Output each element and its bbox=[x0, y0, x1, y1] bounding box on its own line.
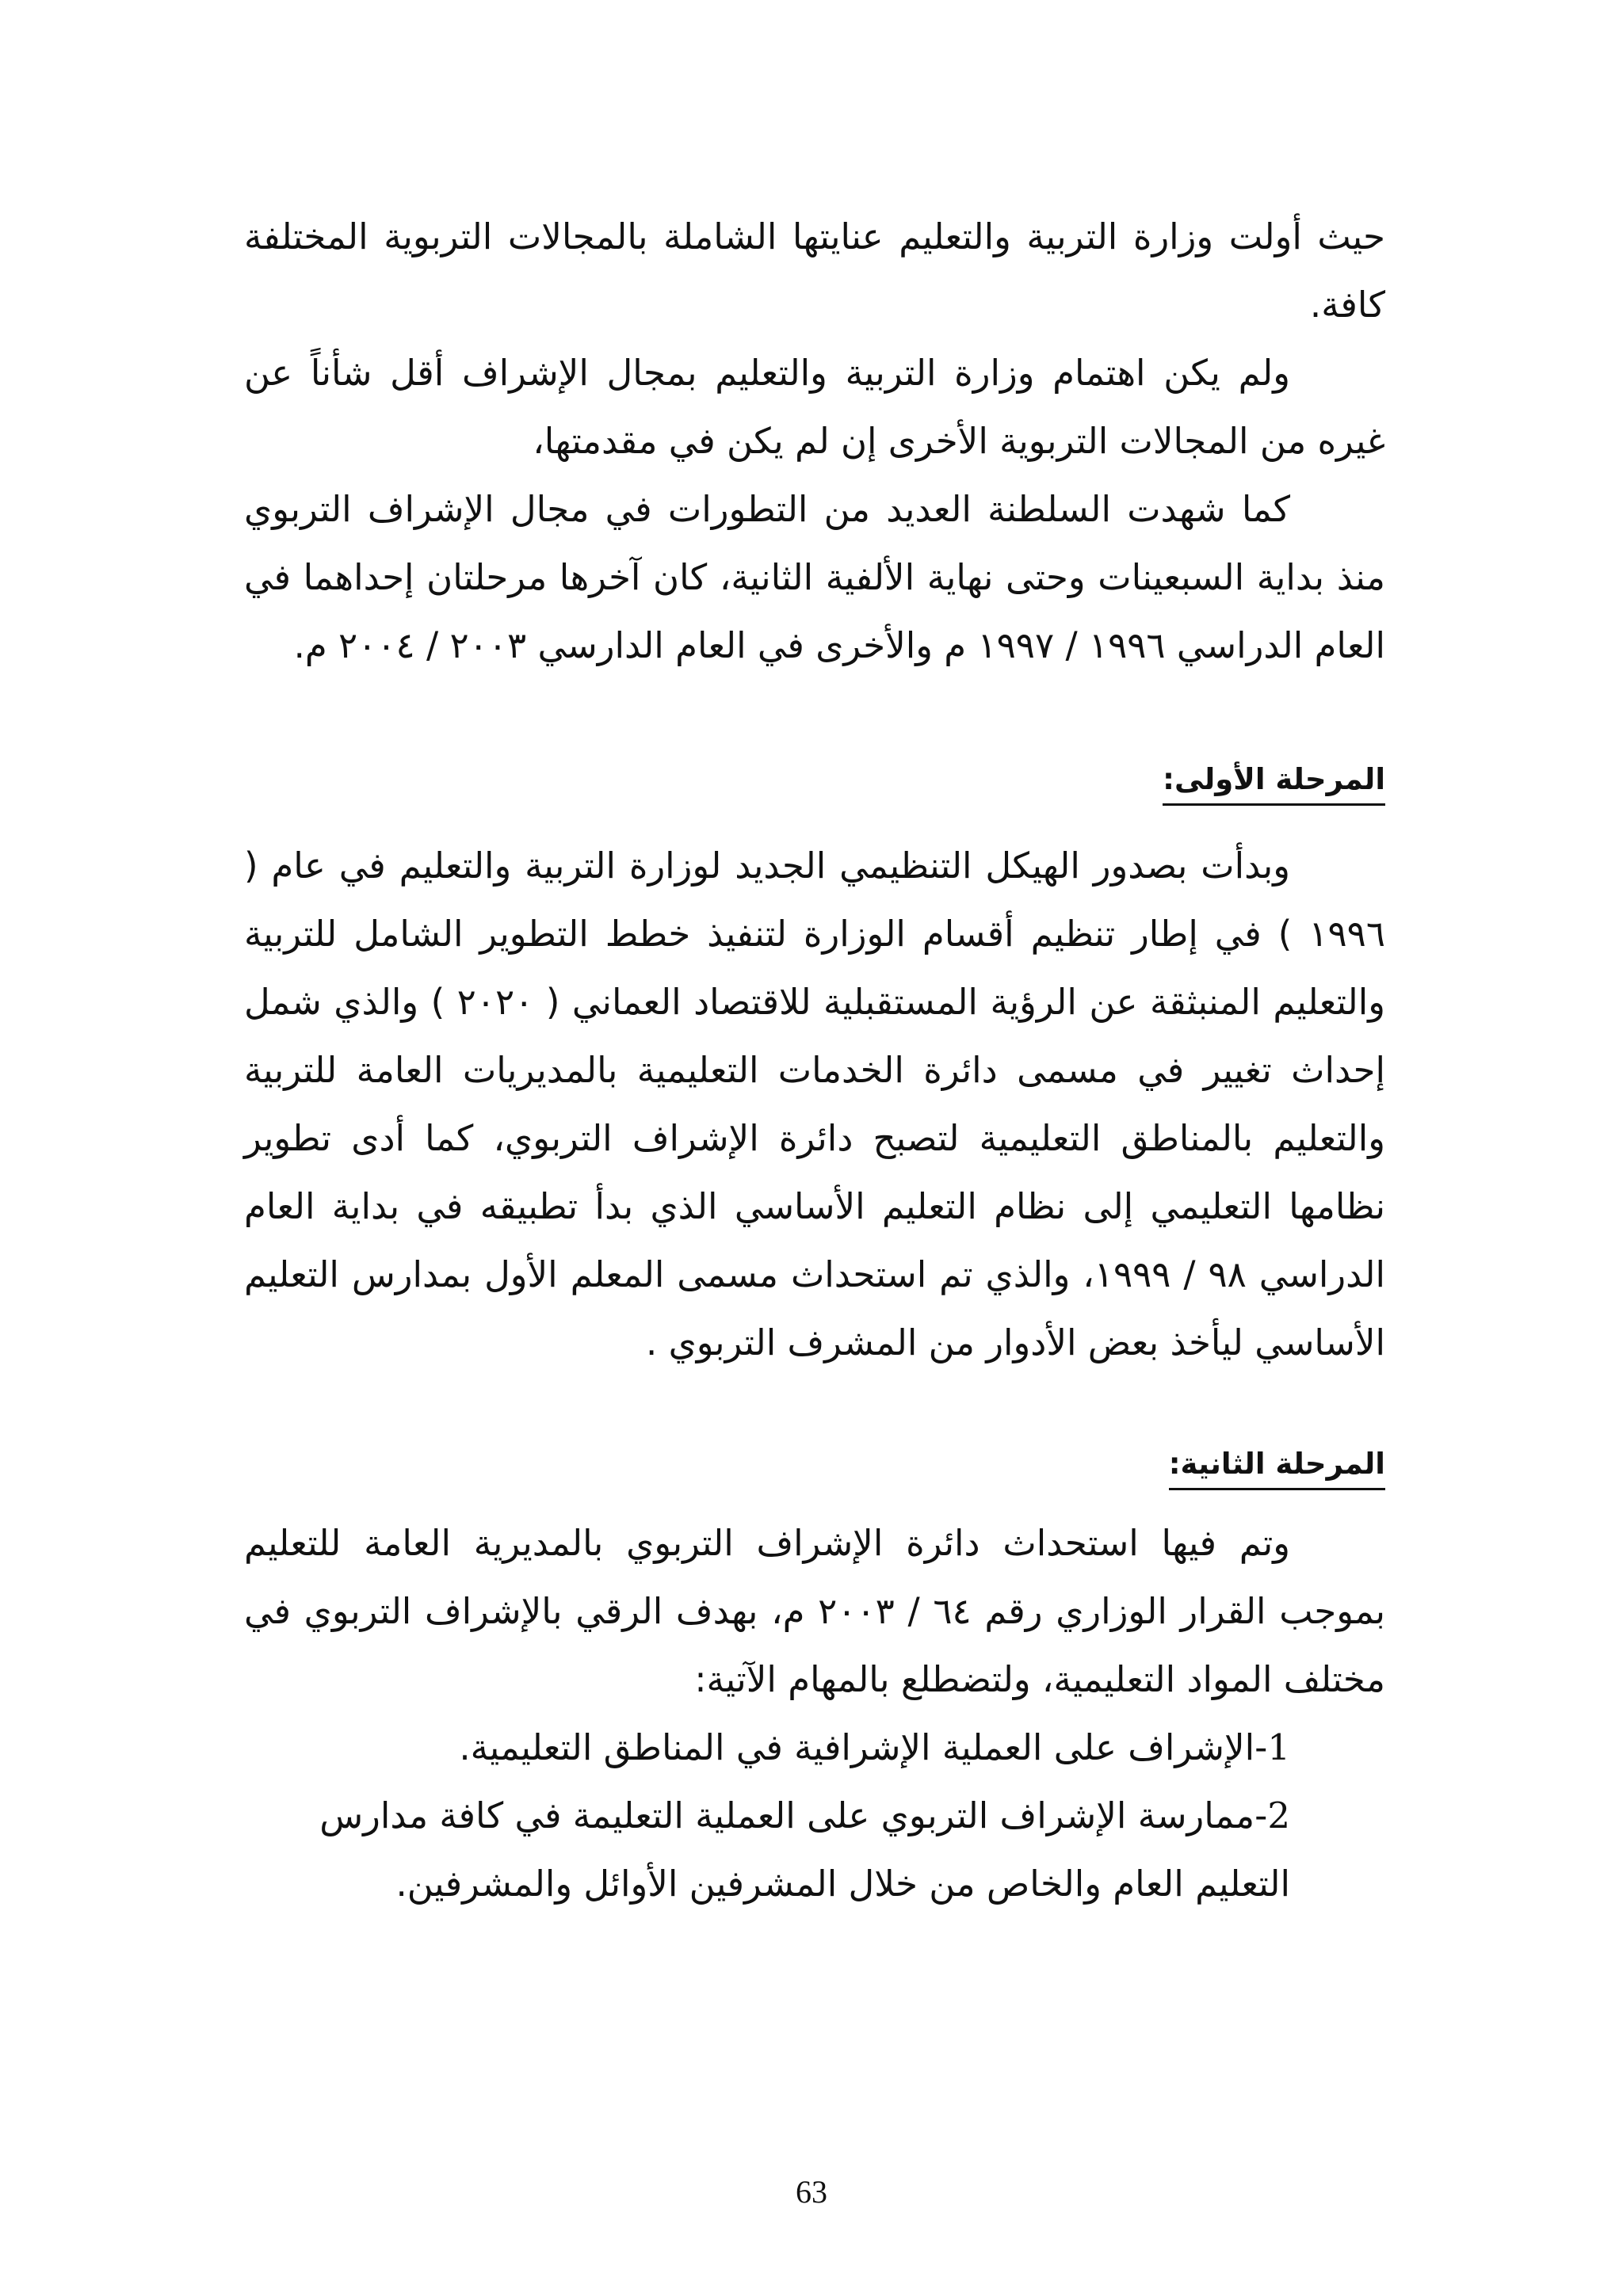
stage-one-section bbox=[244, 832, 1385, 1377]
intro-section bbox=[244, 203, 1385, 680]
list-item-1-number: 1 bbox=[1267, 1726, 1290, 1768]
list-item-1-text: -الإشراف على العملية الإشرافية في المناطق التعليمية. bbox=[459, 1726, 1268, 1768]
heading-stage-two-wrap bbox=[244, 1444, 1385, 1490]
paragraph-intro: حيث أولت وزارة التربية والتعليم عنايتها الشاملة بالمجالات التربوية المختلفة كافة. bbox=[244, 215, 1385, 326]
paragraph-developments: كما شهدت السلطنة العديد من التطورات في مجال الإشراف التربوي منذ بداية السبعينات وحتى نهاية الألفية الثانية، كان آخرها مرحلتان إحداهما في العام الدراسي ١٩٩٦ / ١٩٩٧ م والأخرى في العام الدارسي ٢٠٠٣ / ٢٠٠٤ م. bbox=[244, 488, 1385, 666]
paragraph-stage-one: وبدأت بصدور الهيكل التنظيمي الجديد لوزارة التربية والتعليم في عام ( ١٩٩٦ ) في إطار تنظيم أقسام الوزارة لتنفيذ خطط التطوير الشامل للتربية والتعليم المنبثقة عن الرؤية المستقبلية للاقتصاد العماني ( ٢٠٢٠ ) والذي شمل إحداث تغيير في مسمى دائرة الخدمات التعليمية بالمديريات العامة للتربية والتعليم بالمناطق التعليمية لتصبح دائرة الإشراف التربوي، كما أدى تطوير نظامها التعليمي إلى نظام التعليم الأساسي الذي بدأ تطبيقه في بداية العام الدراسي ٩٨ / ١٩٩٩، والذي تم استحداث مسمى المعلم الأول بمدارس التعليم الأساسي ليأخذ بعض الأدوار من المشرف التربوي . bbox=[244, 845, 1385, 1363]
heading-stage-two: المرحلة الثانية: bbox=[1169, 1444, 1385, 1490]
list-item-2-number: 2 bbox=[1267, 1794, 1290, 1836]
stage-two-section bbox=[244, 1509, 1385, 1918]
list-item-1 bbox=[244, 1714, 1385, 1782]
page-number: 63 bbox=[796, 2174, 827, 2210]
paragraph-stage-two: وتم فيها استحداث دائرة الإشراف التربوي بالمديرية العامة للتعليم بموجب القرار الوزاري رقم ٦٤ / ٢٠٠٣ م، بهدف الرقي بالإشراف التربوي في مختلف المواد التعليمية، ولتضطلع بالمهام الآتية: bbox=[244, 1522, 1385, 1700]
list-item-2 bbox=[244, 1782, 1385, 1918]
list-item-2-text: -ممارسة الإشراف التربوي على العملية التعليمة في كافة مدارس التعليم العام والخاص من خلال المشرفين الأوائل والمشرفين. bbox=[319, 1794, 1290, 1905]
heading-stage-one: المرحلة الأولى: bbox=[1163, 759, 1385, 806]
heading-stage-one-wrap bbox=[244, 759, 1385, 806]
paragraph-supervision-importance: ولم يكن اهتمام وزارة التربية والتعليم بمجال الإشراف أقل شأناً عن غيره من المجالات التربوية الأخرى إن لم يكن في مقدمتها، bbox=[244, 352, 1385, 462]
